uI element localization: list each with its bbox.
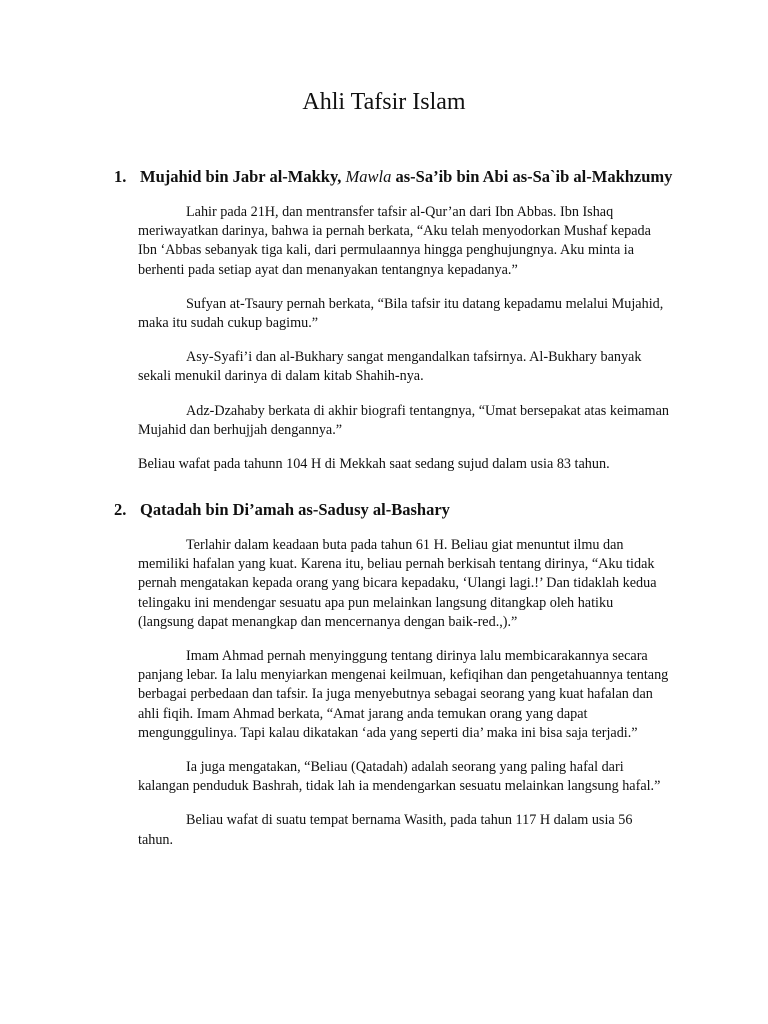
section-heading-text <box>140 166 674 187</box>
paragraph: Lahir pada 21H, dan mentransfer tafsir al-Qur’an dari Ibn Abbas. Ibn Ishaq meriwayatkan darinya, bahwa ia pernah berkata, “Aku telah menyodorkan Mushaf kepada Ibn ‘Abbas sebanyak tiga kali, dari permulaannya hingga penghujungnya. Aku minta ia berhenti pada setiap ayat dan menanyakan tentangnya kepadanya.” <box>138 204 651 278</box>
paragraph: Asy-Syafi’i dan al-Bukhary sangat mengandalkan tafsirnya. Al-Bukhary banyak sekali menukil darinya di dalam kitab Shahih-nya. <box>138 349 642 385</box>
section-qatadah <box>114 499 674 865</box>
paragraph: Imam Ahmad pernah menyinggung tentang dirinya lalu membicarakannya secara panjang lebar. Ia lalu menyiarkan mengenai keilmuan, kefiqihan dan pengetahuannya tentang berbagai perbedaan dan tafsir. Ia juga menyebutnya sebagai seorang yang kuat hafalan dan ahli fiqih. Imam Ahmad berkata, “Amat jarang anda temukan orang yang dapat mengunggulinya. Tapi kalau dikatakan ‘ada yang seperti dia’ maka ini bisa saja terjadi.” <box>138 648 669 741</box>
section-mujahid <box>114 166 674 489</box>
section-body <box>138 536 669 850</box>
heading-italic-term: Mawla <box>345 167 392 186</box>
heading-part-1: Mujahid bin Jabr al-Makky, <box>140 167 346 186</box>
section-number: 1. <box>114 167 127 186</box>
heading-part-2: as-Sa’ib bin Abi as-Sa`ib al-Makhzumy <box>391 167 673 186</box>
paragraph: Ia juga mengatakan, “Beliau (Qatadah) adalah seorang yang paling hafal dari kalangan penduduk Bashrah, tidak lah ia mendengarkan sesuatu melainkan langsung hafal.” <box>138 759 661 795</box>
paragraph: Terlahir dalam keadaan buta pada tahun 61 H. Beliau giat menuntut ilmu dan memiliki hafalan yang kuat. Karena itu, beliau pernah berkisah tentang dirinya, “Aku tidak pernah mengatakan kepada orang yang bicara kepadaku, ‘Ulangi lagi.!’ Dan tidaklah kedua telingaku ini mendengar sesuatu apa pun melainkan langsung ditangkap oleh hatiku (langsung dapat menangkap dan mencernanya dengan baik-red.,).” <box>138 537 657 630</box>
paragraph: Adz-Dzahaby berkata di akhir biografi tentangnya, “Umat bersepakat atas keimaman Mujahid dan berhujjah dengannya.” <box>138 402 669 438</box>
section-heading <box>114 499 674 520</box>
section-heading-text: Qatadah bin Di’amah as-Sadusy al-Bashary <box>140 500 450 519</box>
section-heading <box>114 166 674 187</box>
document-title: Ahli Tafsir Islam <box>302 89 466 115</box>
paragraph: Beliau wafat di suatu tempat bernama Wasith, pada tahun 117 H dalam usia 56 tahun. <box>138 812 633 848</box>
section-body <box>138 203 669 474</box>
section-number: 2. <box>114 500 127 519</box>
paragraph: Beliau wafat pada tahunn 104 H di Mekkah saat sedang sujud dalam usia 83 tahun. <box>138 456 610 473</box>
paragraph: Sufyan at-Tsaury pernah berkata, “Bila tafsir itu datang kepadamu melalui Mujahid, maka itu sudah cukup bagimu.” <box>138 295 664 332</box>
